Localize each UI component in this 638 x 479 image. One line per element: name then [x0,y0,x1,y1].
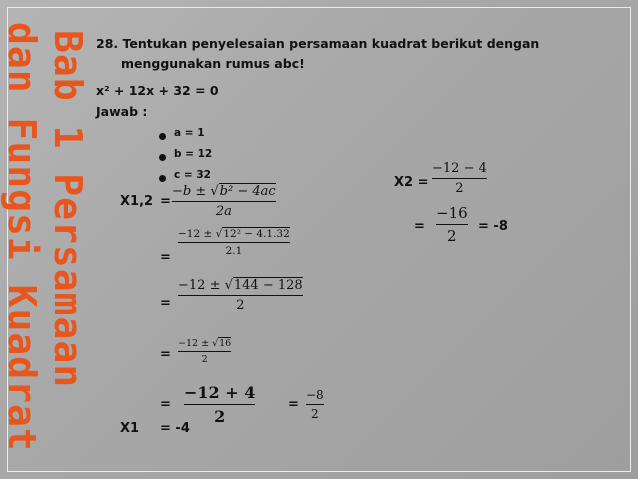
step3-denominator: 2 [236,298,245,313]
x12-label: X1,2 [120,194,154,209]
equals-sign: = [160,347,171,362]
formula-step-2: −12 ± √12² − 4.1.32 2.1 [178,228,290,257]
step2-numerator: −12 ± [178,228,216,240]
coef-b: b = 12 [174,148,213,160]
x2-label: X2 = [394,175,429,190]
step4-denominator: 2 [201,354,208,365]
equals-sign: = [160,397,171,412]
problem-line-1: 28. Tentukan penyelesaian persamaan kuadrat berikut dengan [96,36,540,51]
problem-line-2: menggunakan rumus abc! [121,56,305,71]
bullet-icon [159,154,166,161]
equals-sign: = [288,397,299,412]
equation: x² + 12x + 32 = 0 [96,83,219,98]
bullet-icon [159,133,166,140]
formula-numerator: −b ± [172,184,211,199]
equals-sign: = [160,194,171,209]
equals-sign: = [160,296,171,311]
step4-numerator: −12 ± [178,338,213,349]
equals-sign: = [160,250,171,265]
x1-value: = -4 [160,421,190,436]
step2-denominator: 2.1 [225,245,243,257]
formula-step-6 [306,388,324,421]
x2-step1-numerator: −12 − 4 [432,161,487,176]
chapter-title-line-1: Bab 1 Persamaan [46,30,90,389]
x2-step2-numerator: −16 [436,204,468,222]
chapter-title-line-2: dan Fungsi Kuadrat [0,22,44,452]
step3-numerator: −12 ± [178,278,225,293]
answer-label: Jawab : [96,104,148,119]
x2-step2-denominator: 2 [447,227,457,245]
bullet-icon [159,175,166,182]
formula-general: −b ± √b² − 4ac 2a [172,184,276,219]
coef-a: a = 1 [174,127,205,139]
formula-step-3: −12 ± √144 − 128 2 [178,278,303,313]
formula-denominator: 2a [215,204,232,219]
sidebar [0,0,92,479]
formula-step-5 [184,383,255,426]
step3-radicand: 144 − 128 [233,278,303,293]
step5-denominator: 2 [214,407,226,426]
x2-formula-step-1 [432,161,487,196]
formula-step-4: −12 ± √16 2 [178,338,232,365]
equals-sign: = [414,219,425,234]
formula-radicand: b² − 4ac [219,184,276,199]
coef-c: c = 32 [174,169,211,181]
step5-numerator: −12 + 4 [184,383,256,402]
step6-numerator: −8 [306,388,324,402]
x2-step1-denominator: 2 [455,181,464,196]
step4-radicand: 16 [219,338,232,349]
x2-formula-step-2 [436,204,468,245]
x1-label: X1 [120,421,140,436]
step2-radicand: 12² − 4.1.32 [223,228,290,240]
x2-value: = -8 [478,219,508,234]
step6-denominator: 2 [311,407,319,421]
